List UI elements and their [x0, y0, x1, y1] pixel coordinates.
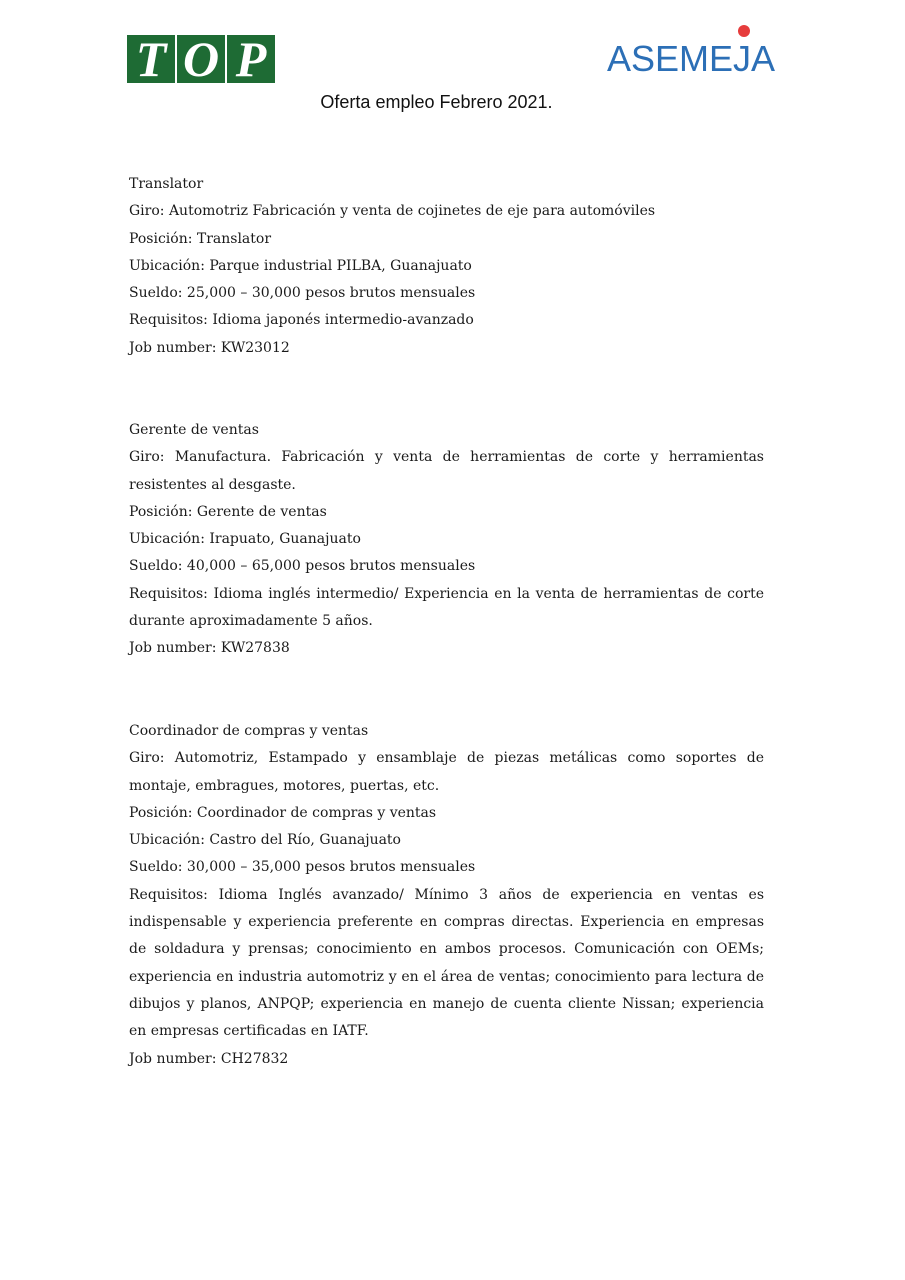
job-number: Job number: KW27838: [129, 640, 290, 657]
job-posicion: Posición: Translator: [129, 230, 272, 247]
asemeja-logo-text: ASEMEJA: [607, 38, 776, 79]
job-listing-gerente-ventas: [129, 417, 764, 663]
asemeja-logo: [607, 38, 777, 86]
job-posicion: Posición: Gerente de ventas: [129, 503, 327, 520]
job-sueldo: Sueldo: 40,000 – 65,000 pesos brutos mensuales: [129, 558, 476, 575]
top-logo-letter-t: T: [127, 35, 175, 83]
job-giro: Giro: Automotriz, Estampado y ensamblaje de piezas metálicas como soportes de montaje, embragues, motores, puertas, etc.: [129, 750, 764, 794]
job-listing-coordinador-compras-ventas: [129, 718, 764, 1073]
job-sueldo: Sueldo: 25,000 – 30,000 pesos brutos mensuales: [129, 285, 476, 302]
job-title: Gerente de ventas: [129, 422, 259, 438]
job-requisitos: Requisitos: Idioma japonés intermedio-avanzado: [129, 312, 474, 329]
job-giro: Giro: Manufactura. Fabricación y venta de herramientas de corte y herramientas resistentes al desgaste.: [129, 449, 764, 493]
job-posicion: Posición: Coordinador de compras y ventas: [129, 804, 437, 821]
job-number: Job number: CH27832: [129, 1050, 289, 1067]
top-logo-letter-p: P: [227, 35, 275, 83]
job-sueldo: Sueldo: 30,000 – 35,000 pesos brutos mensuales: [129, 859, 476, 876]
job-requisitos: Requisitos: Idioma Inglés avanzado/ Mínimo 3 años de experiencia en ventas es indispensable y experiencia preferente en compras directas. Experiencia en empresas de soldadura y prensas; conocimiento en ambos procesos. Comunicación con OEMs; experiencia en industria automotriz y en el área de ventas; conocimiento para lectura de dibujos y planos, ANPQP; experiencia en manejo de cuenta cliente Nissan; experiencia en empresas certificadas en IATF.: [129, 886, 764, 1040]
job-number: Job number: KW23012: [129, 339, 290, 356]
job-title: Translator: [129, 176, 204, 192]
asemeja-logo-dot: [738, 25, 750, 37]
job-title: Coordinador de compras y ventas: [129, 723, 369, 739]
top-logo: [127, 35, 275, 83]
job-ubicacion: Ubicación: Parque industrial PILBA, Guanajuato: [129, 257, 472, 274]
top-logo-letter-o: O: [177, 35, 225, 83]
job-listing-translator: [129, 171, 764, 362]
document-title: Oferta empleo Febrero 2021.: [320, 92, 553, 112]
job-ubicacion: Ubicación: Castro del Río, Guanajuato: [129, 832, 401, 849]
job-requisitos: Requisitos: Idioma inglés intermedio/ Experiencia en la venta de herramientas de corte durante aproximadamente 5 años.: [129, 585, 764, 630]
job-ubicacion: Ubicación: Irapuato, Guanajuato: [129, 531, 361, 548]
job-giro: Giro: Automotriz Fabricación y venta de cojinetes de eje para automóviles: [129, 203, 656, 220]
